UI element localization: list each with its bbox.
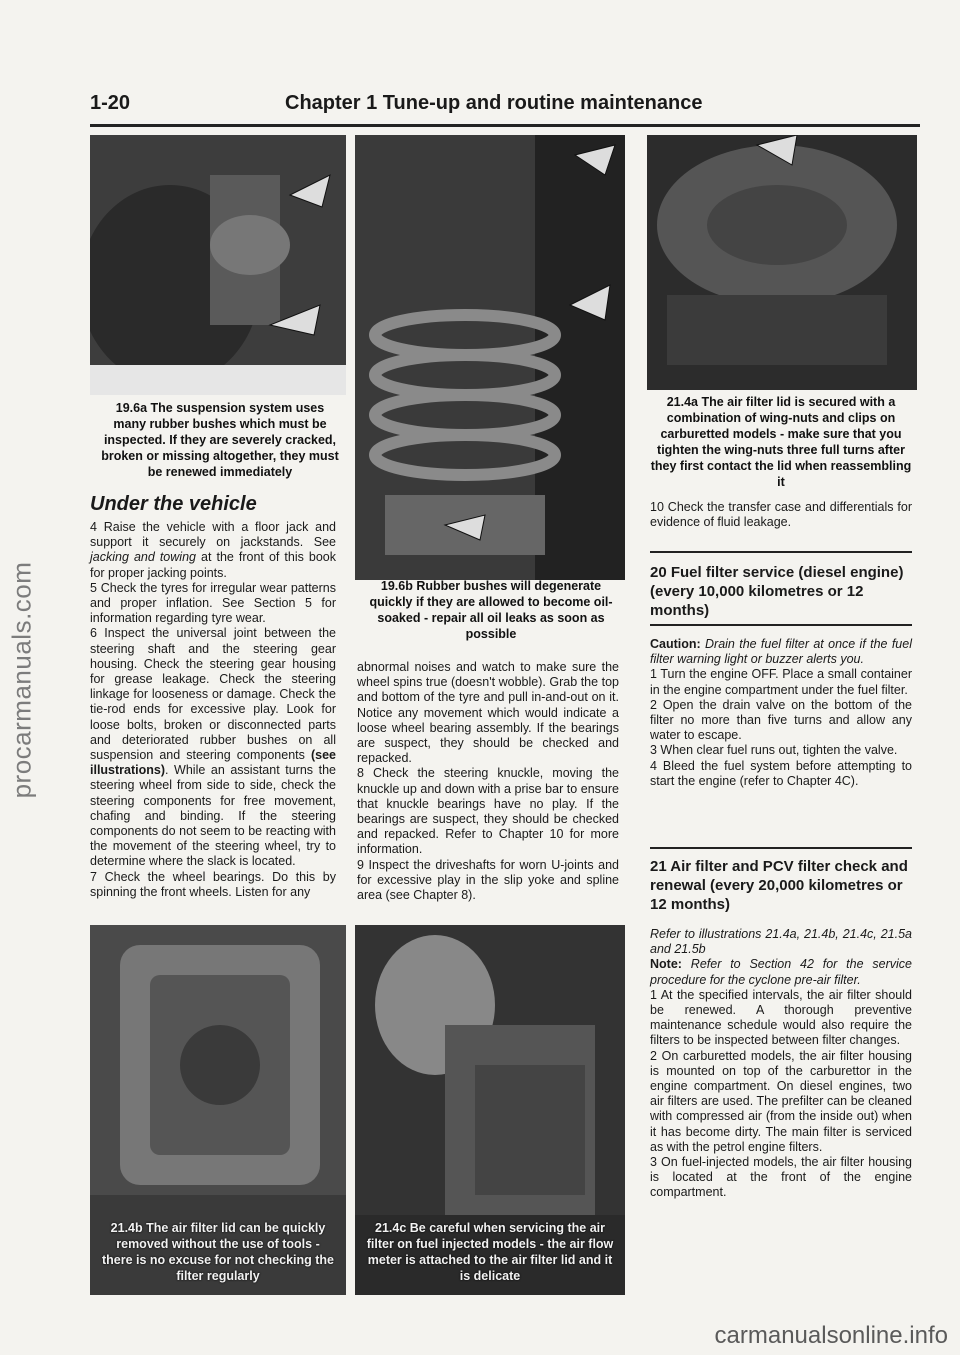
s20-step-3: 3 When clear fuel runs out, tighten the valve.	[650, 743, 898, 758]
side-watermark: procarmanuals.com	[6, 561, 37, 799]
s21-step-2: 2 On carburetted models, the air filter housing is mounted on top of the carburettor in the engine compartment. On diesel engines, two air filters are used. The prefilter can be cleaned with compressed air (from the inside out) when it has become dirty. The main filter is serviced as with the petrol engine filters.	[650, 1048, 912, 1154]
photo-19-6b	[355, 135, 625, 580]
refer-line: Refer to illustrations 21.4a, 21.4b, 21.4c, 21.5a and 21.5b	[650, 927, 912, 957]
para-10: 10 Check the transfer case and differentials for evidence of fluid leakage.	[650, 500, 912, 530]
section-20-rule-top	[650, 551, 912, 553]
header-rule	[90, 124, 920, 127]
photo-19-6a	[90, 135, 346, 395]
caption-21-4c: 21.4c Be careful when servicing the air filter on fuel injected models - the air flow meter is attached to the air filter lid and it is delicate	[366, 1221, 614, 1283]
para-4: 4 Raise the vehicle with a floor jack and support it securely on jackstands. See jacking and towing at the front of this book for proper jacking points.	[90, 520, 336, 580]
note: Note: Refer to Section 42 for the service procedure for the cyclone pre-air filter.	[650, 957, 912, 987]
section-21-rule-top	[650, 847, 912, 849]
section-20-title: 20 Fuel filter service (diesel engine) (every 10,000 kilometres or 12 months)	[650, 564, 904, 619]
page-number: 1-20	[90, 92, 131, 114]
para-9: 9 Inspect the driveshafts for worn U-joints and for excessive play in the slip yoke and spline area (see Chapter 8).	[357, 857, 619, 903]
caption-19-6a: 19.6a The suspension system uses many rubber bushes which must be inspected. If they are severely cracked, broken or missing altogether, they must be renewed immediately	[101, 401, 339, 479]
page-title: Chapter 1 Tune-up and routine maintenance	[285, 92, 703, 114]
s21-step-3: 3 On fuel-injected models, the air filter housing is located at the front of the engine compartment.	[650, 1155, 912, 1200]
column-1-text	[90, 520, 336, 900]
caption-21-4b: 21.4b The air filter lid can be quickly removed without the use of tools - there is no excuse for not checking the filter regularly	[101, 1221, 334, 1283]
section-20-rule-bottom	[650, 624, 912, 626]
para-7: 7 Check the wheel bearings. Do this by spinning the front wheels. Listen for any	[90, 869, 336, 899]
s20-step-1: 1 Turn the engine OFF. Place a small container in the engine compartment under the fuel filter.	[650, 667, 912, 697]
s20-step-4: 4 Bleed the fuel system before attempting to start the engine (refer to Chapter 4C).	[650, 758, 912, 788]
s21-step-1: 1 At the specified intervals, the air filter should be renewed. A thorough preventive maintenance schedule would also require the filters to be inspected between filter changes.	[650, 987, 912, 1048]
footer-watermark: carmanualsonline.info	[714, 1322, 948, 1349]
para-5: 5 Check the tyres for irregular wear patterns and proper inflation. See Section 5 for information regarding tyre wear.	[90, 580, 336, 626]
section-20-body	[650, 637, 912, 789]
para-7-cont: abnormal noises and watch to make sure the wheel spins true (doesn't wobble). Grab the top and bottom of the tyre and pull in-and-out on it. Notice any movement which would indicate a loose wheel bearing assembly. If the bearings are suspect, they should be checked and repacked.	[357, 660, 619, 766]
caption-19-6b: 19.6b Rubber bushes will degenerate quickly if they are allowed to become oil-soaked - repair all oil leaks as soon as possible	[369, 579, 613, 641]
section-21-title: 21 Air filter and PCV filter check and renewal (every 20,000 kilometres or 12 months)	[650, 858, 908, 913]
para-8: 8 Check the steering knuckle, moving the knuckle up and down with a prise bar to ensure that knuckle bearings have no play. If the bearings are suspect, they should be checked and repacked. Refer to Chapter 10 for more information.	[357, 766, 619, 857]
caption-21-4a: 21.4a The air filter lid is secured with a combination of wing-nuts and clips on carburetted models - make sure that you tighten the wing-nuts three full turns after they first contact the lid when reassembling it	[650, 395, 912, 489]
subhead-under-vehicle: Under the vehicle	[90, 493, 257, 515]
section-21-body	[650, 927, 912, 1201]
photo-21-4a	[647, 135, 917, 390]
column-2-text	[357, 660, 619, 903]
caution: Caution: Drain the fuel filter at once if the fuel filter warning light or buzzer alerts you.	[650, 637, 912, 667]
para-6: 6 Inspect the universal joint between the steering shaft and the steering gear housing. Check the steering gear housing for grease leakage. Check the steering linkage for looseness or damage. Check the tie-rod ends for excessive play. Look for loose bolts, broken or disconnected parts and deteriorated rubber bushes on all suspension and steering components (see illustrations). While an assistant turns the steering wheel from side to side, check the steering components for free movement, chafing and binding. If the steering components do not seem to be reacting with the movement of the steering wheel, try to determine where the slack is located.	[90, 626, 336, 869]
s20-step-2: 2 Open the drain valve on the bottom of the filter no more than five turns and allow any water to escape.	[650, 697, 912, 743]
